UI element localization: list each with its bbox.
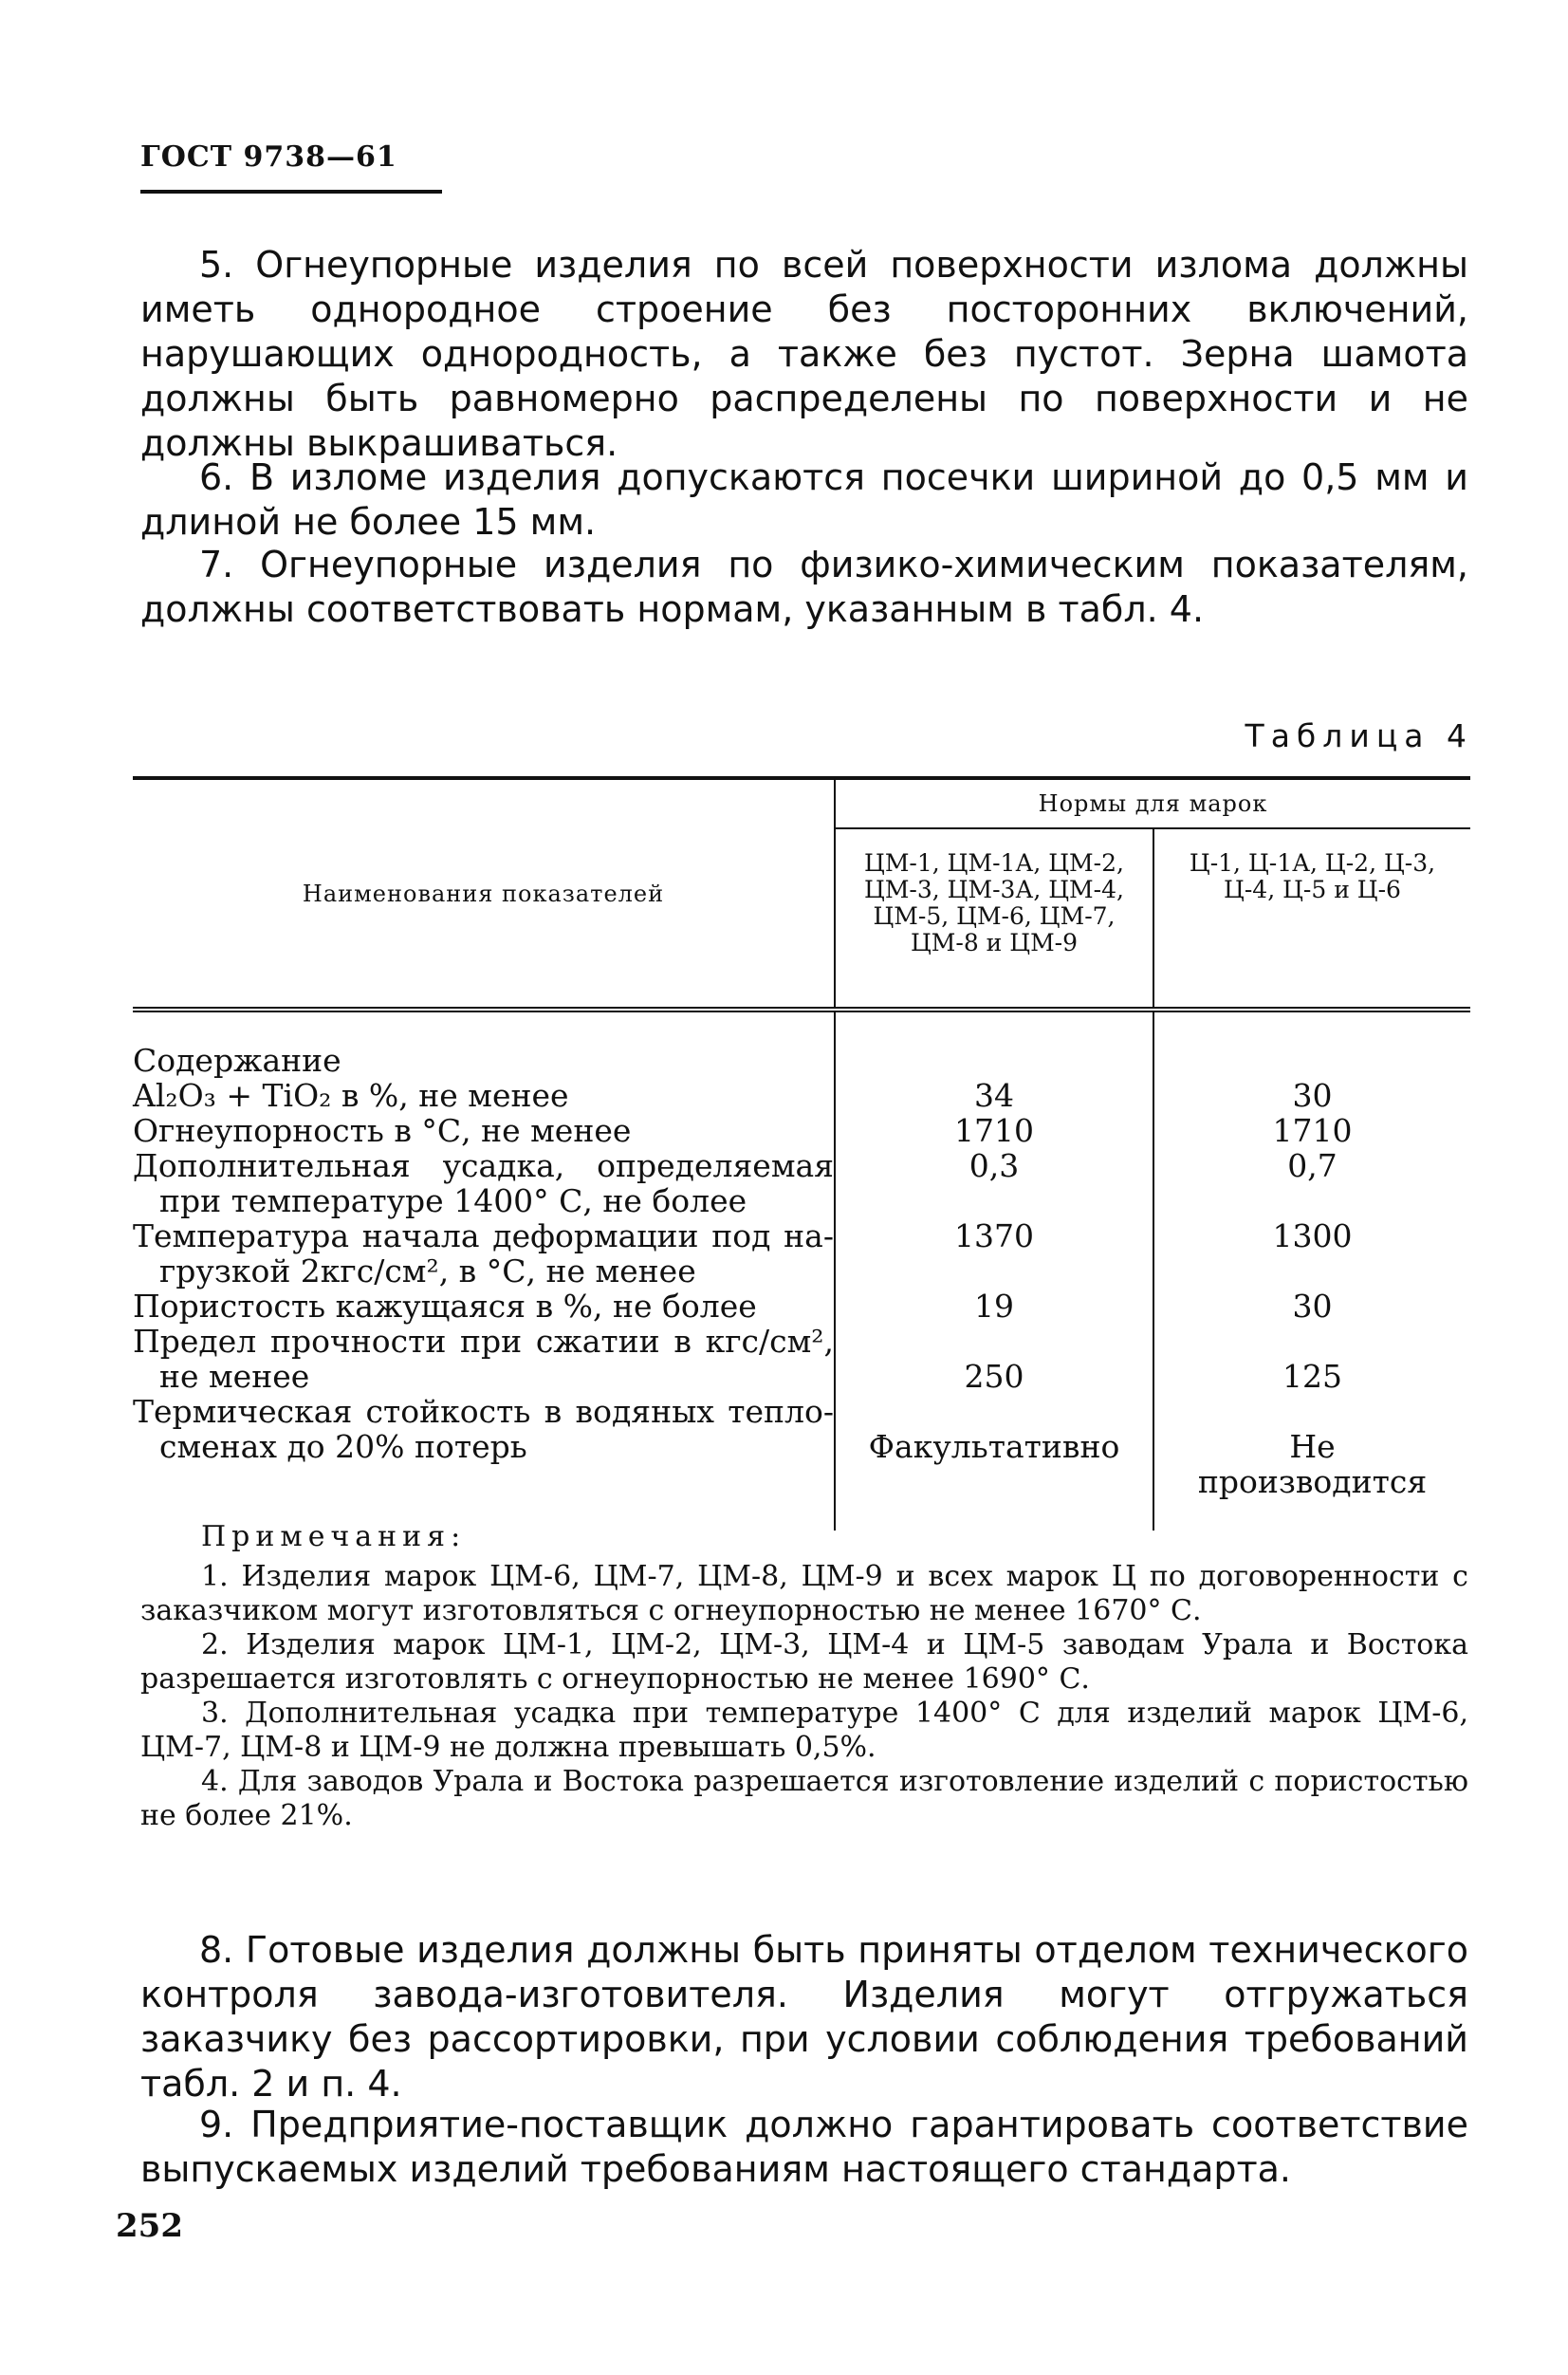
cell-value-c: 0,7 [1153, 1148, 1470, 1218]
row-label: Пористость кажущаяся в %, не более [133, 1288, 757, 1325]
cell-value-cm: Факультативно [835, 1394, 1153, 1531]
note-item: 1. Изделия марок ЦМ-6, ЦМ-7, ЦМ-8, ЦМ-9 и всех марок Ц по договоренности с заказчиком могут изготовляться с огнеупорностью не менее 1670° С. [140, 1560, 1468, 1627]
cell-value-c: 1710 [1153, 1113, 1470, 1148]
paragraph-6: 6. В изломе изделия допускаются посечки шириной до 0,5 мм и длиной не более 15 мм. [140, 456, 1468, 543]
note-item: 4. Для заводов Урала и Востока разрешается изготовление изделий с пористостью не более 21%. [140, 1765, 1468, 1832]
row-label: Дополнительная усадка, определяемая [133, 1147, 834, 1184]
cell-value-cm: 19 [835, 1289, 1153, 1324]
row-label: Предел прочности при сжатии в кгс/см², [133, 1323, 834, 1360]
row-label: Термическая стойкость в водяных тепло- [133, 1393, 834, 1430]
row-label: Огнеупорность в °С, не менее [133, 1112, 632, 1149]
cell-value-c: Не производится [1153, 1394, 1470, 1531]
table-4 [133, 776, 1470, 1531]
paragraph-7: 7. Огнеупорные изделия по физико-химическим показателям, должны соответствовать нормам, указанным в табл. 4. [140, 544, 1468, 630]
cell-value-c: 30 [1153, 1289, 1470, 1324]
cell-value-cm: 1370 [835, 1218, 1153, 1289]
table-row [133, 1218, 1470, 1289]
paragraph-5: 5. Огнеупорные изделия по всей поверхности излома должны иметь однородное строение без посторонних включений, нарушающих однородность, а также без пустот. Зерна шамота должны быть равномерно распределены по поверхности и не должны выкрашиваться. [140, 244, 1468, 464]
header-underline [140, 190, 442, 194]
table-caption: Таблица 4 [1245, 717, 1473, 754]
notes-title: Примечания: [201, 1520, 467, 1553]
row-label-cont: Al₂O₃ + TiO₂ в %, не менее [133, 1077, 569, 1114]
table-row [133, 1113, 1470, 1148]
brand-group-1-header: ЦМ-1, ЦМ-1А, ЦМ-2, ЦМ-3, ЦМ-3А, ЦМ-4, ЦМ-5, ЦМ-6, ЦМ-7, ЦМ-8 и ЦМ-9 [835, 828, 1153, 1010]
document-header: ГОСТ 9738—61 [140, 140, 397, 174]
norms-header: Нормы для марок [835, 778, 1470, 828]
cell-value-cm: 250 [835, 1324, 1153, 1394]
row-label-cont: сменах до 20% потерь [159, 1428, 527, 1465]
page-number: 252 [116, 2207, 183, 2245]
row-label: Содержание [133, 1042, 341, 1079]
row-label: Температура начала деформации под на- [133, 1217, 834, 1254]
table-row [133, 1010, 1470, 1113]
cell-value-c: 30 [1153, 1010, 1470, 1113]
cell-value-cm: 0,3 [835, 1148, 1153, 1218]
notes-section [140, 1520, 1468, 1833]
row-label-cont: при температуре 1400° С, не более [159, 1182, 747, 1219]
row-label-cont: грузкой 2кгс/см², в °С, не менее [159, 1252, 696, 1290]
note-item: 3. Дополнительная усадка при температуре 1400° С для изделий марок ЦМ-6, ЦМ-7, ЦМ-8 и ЦМ-9 не должна превышать 0,5%. [140, 1697, 1468, 1764]
cell-value-cm: 1710 [835, 1113, 1153, 1148]
cell-value-cm: 34 [835, 1010, 1153, 1113]
table-row [133, 1394, 1470, 1531]
table-row [133, 1324, 1470, 1394]
note-item: 2. Изделия марок ЦМ-1, ЦМ-2, ЦМ-3, ЦМ-4 и ЦМ-5 заводам Урала и Востока разрешается изготовлять с огнеупорностью не менее 1690° С. [140, 1628, 1468, 1696]
cell-value-c: 1300 [1153, 1218, 1470, 1289]
column-header-name: Наименования показателей [133, 778, 835, 1010]
paragraph-8: 8. Готовые изделия должны быть приняты отделом технического контроля завода-изготовителя. Изделия могут отгружаться заказчику без рассортировки, при условии соблюдения требований табл. 2 и п. 4. [140, 1929, 1468, 2105]
table-row [133, 1148, 1470, 1218]
paragraph-9: 9. Предприятие-поставщик должно гарантировать соответствие выпускаемых изделий требованиям настоящего стандарта. [140, 2104, 1468, 2190]
table-row [133, 1289, 1470, 1324]
cell-value-c: 125 [1153, 1324, 1470, 1394]
row-label-cont: не менее [159, 1358, 310, 1395]
brand-group-2-header: Ц-1, Ц-1А, Ц-2, Ц-3, Ц-4, Ц-5 и Ц-6 [1153, 828, 1470, 1010]
